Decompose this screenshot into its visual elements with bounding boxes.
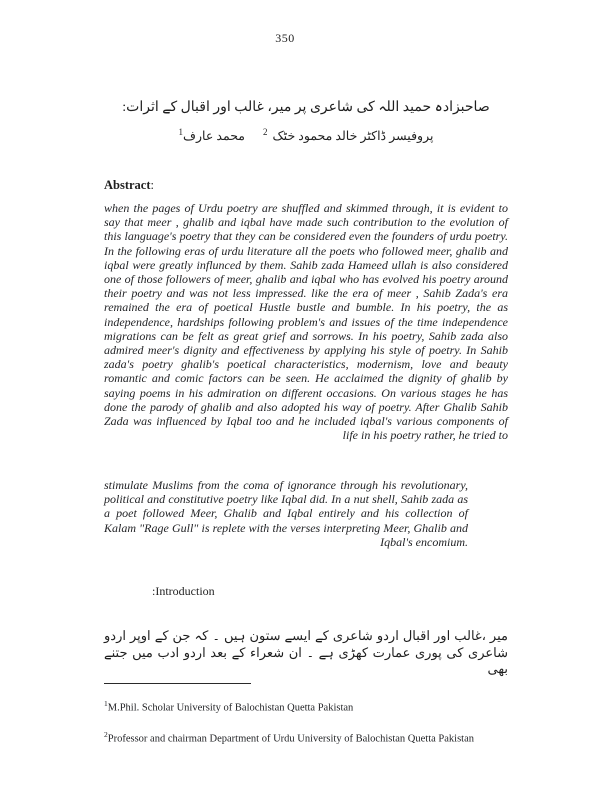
abstract-paragraph-2: stimulate Muslims from the coma of ignorance through his revolutionary, political and constitutive poetry like Iqbal did. In a nut shell, Sahib zada as a poet followed Meer, Ghalib and Iqbal entirely and his collection of Kalam "Rage Gull" is replete with the verses interpreting Meer, Ghalib and Iqbal's encomium.	[104, 478, 468, 549]
footnote-2	[104, 731, 474, 746]
article-title-urdu: صاحبزادہ حمید اللہ کی شاعری پر میر، غالب اور اقبال کے اثرات:	[122, 100, 490, 115]
author2-name: پروفیسر ڈاکٹر خالد محمود خٹک	[272, 129, 434, 143]
footnote-1	[104, 700, 353, 715]
footnote-2-text: Professor and chairman Department of Urdu University of Balochistan Quetta Pakistan	[107, 733, 474, 745]
introduction-heading: :Introduction	[152, 584, 215, 598]
abstract-paragraph-1: when the pages of Urdu poetry are shuffled and skimmed through, it is evident to say that meer , ghalib and iqbal have made such contribution to the evolution of this language's poetry that they can be considered even the founders of urdu poetry. In the following eras of urdu literature all the poets who followed meer, ghalib and iqbal were greatly influnced by them. Sahib zada Hameed ullah is also considered one of those followers of meer, ghalib and iqbal who has evolved his poetry around their poetry and was not less impressed. like the era of meer , Sahib Zada's era remained the era of poetical Hustle bustle and bumble. In his poetry, the as independence, hardships following problem's and issues of the time independence migrations can be felt as great grief and sorrows. In his poetry, Sahib zada also admired meer's dignity and effectiveness by applying his style of poetry. In Sahib zada's poetry ghalib's poetical characteristics, modernism, love and beauty romantic and comic factors can be seen. He acclaimed the dignity of ghalib by saying poems in his admiration on different occasions. On various stages he has done the parody of ghalib and also adopted his way of poetry. After Ghalib Sahib Zada was influenced by Iqbal too and he included iqbal's various components of life in his poetry rather, he tried to	[104, 201, 508, 443]
author1-footnote-marker: 1	[178, 127, 184, 137]
footnote-2-marker: 2	[104, 730, 108, 739]
introduction-urdu-paragraph: میر ،غالب اور اقبال اردو شاعری کے ایسے ستون ہیں ۔ کہ جن کے اوپر اردو شاعری کی پوری عمارت کھڑی ہے ۔ ان شعراء کے بعد اردو ادب میں جتنے بھی	[104, 628, 508, 676]
footnote-separator-rule	[104, 683, 251, 684]
abstract-heading-colon: :	[150, 178, 154, 192]
author2-footnote-marker: 2	[262, 127, 268, 137]
author-line	[104, 127, 508, 146]
abstract-heading-text: Abstract	[104, 178, 151, 192]
abstract-heading	[104, 178, 154, 193]
footnote-1-marker: 1	[104, 699, 108, 708]
footnote-1-text: M.Phil. Scholar University of Balochistan Quetta Pakistan	[107, 702, 354, 714]
page-number: 350	[275, 31, 295, 45]
author1-name: محمد عارف	[183, 129, 245, 143]
